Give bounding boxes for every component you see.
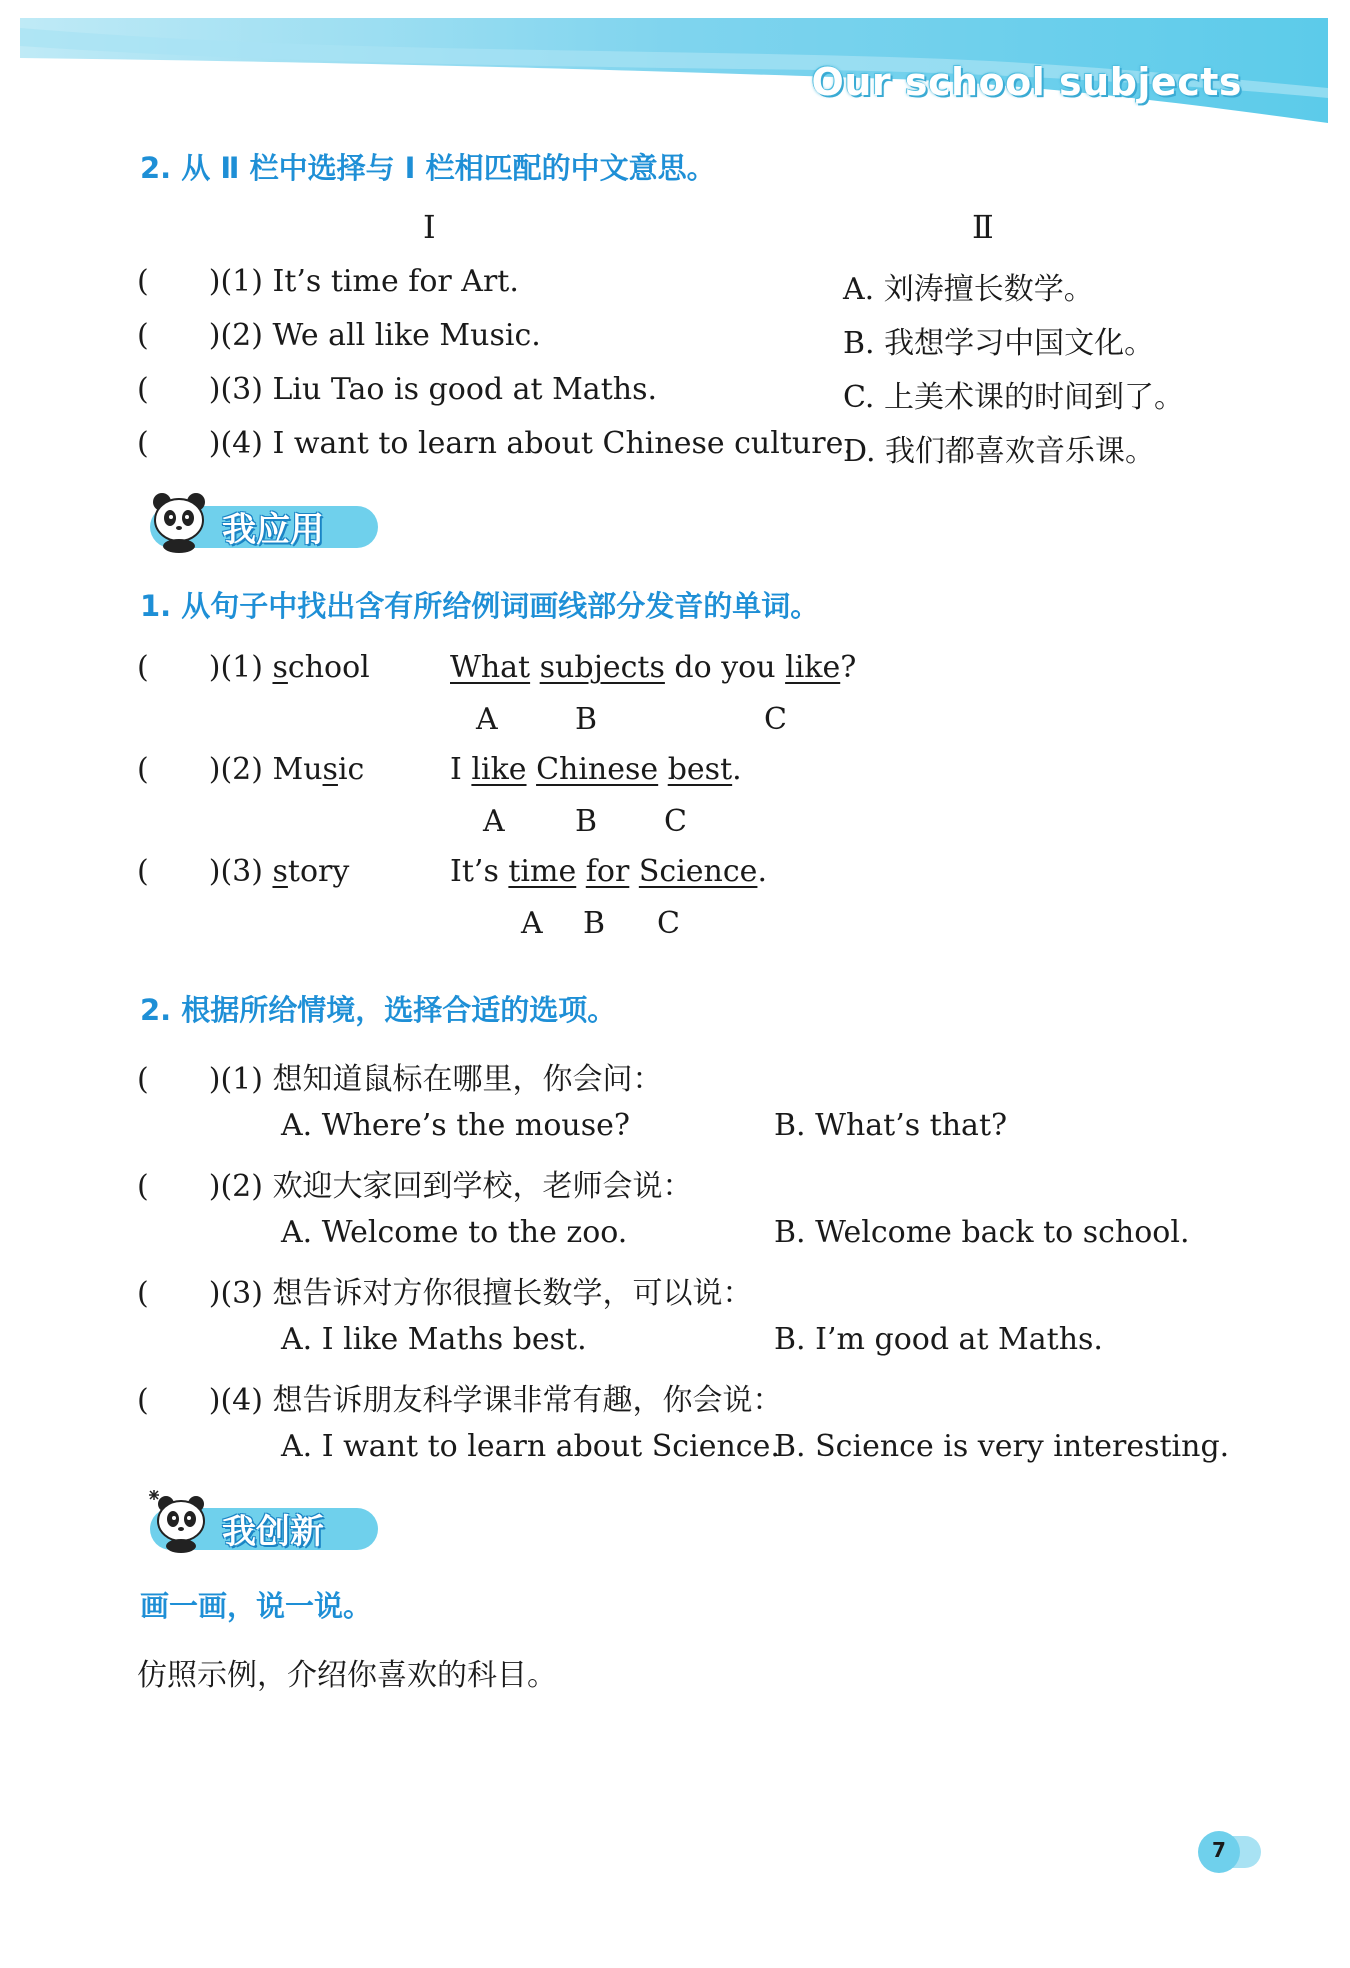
situation-item-2: ( )(2) 欢迎大家回到学校，老师会说： — [137, 1169, 693, 1204]
choice-label-c: C — [664, 804, 687, 839]
phonics-sentence-1: What subjects do you like? — [450, 650, 857, 685]
choice-label-a: A — [476, 702, 498, 737]
page-number-badge — [1195, 1828, 1265, 1876]
apply-pill-label: 我应用 — [222, 510, 324, 550]
phonics-item-3: ( )(3) story — [137, 854, 350, 889]
choice-label-a: A — [521, 906, 543, 941]
match-option-a: A. 刘涛擅长数学。 — [843, 272, 1094, 307]
column-i-heading: Ⅰ — [423, 208, 436, 246]
choice-label-b: B — [575, 804, 598, 839]
situation-option-b: B. I’m good at Maths. — [774, 1322, 1103, 1357]
phonics-sentence-2: I like Chinese best. — [450, 752, 742, 787]
create-subtitle: 画一画，说一说。 — [140, 1589, 373, 1623]
section-match-title: 2. 从 Ⅱ 栏中选择与 Ⅰ 栏相匹配的中文意思。 — [140, 151, 716, 185]
header-title: Our school subjects — [811, 60, 1242, 104]
page-number: 7 — [1212, 1838, 1226, 1862]
apply-q1-title: 1. 从句子中找出含有所给例词画线部分发音的单词。 — [140, 589, 820, 623]
situation-option-b: B. Science is very interesting. — [774, 1429, 1230, 1464]
apply-q2-title: 2. 根据所给情境，选择合适的选项。 — [140, 993, 617, 1027]
situation-option-a: A. I like Maths best. — [281, 1322, 587, 1357]
situation-option-b: B. Welcome back to school. — [774, 1215, 1190, 1250]
choice-label-b: B — [583, 906, 606, 941]
situation-option-a: A. Welcome to the zoo. — [281, 1215, 628, 1250]
match-item-2: ( )(2) We all like Music. — [137, 318, 541, 353]
match-item-1: ( )(1) It’s time for Art. — [137, 264, 519, 299]
situation-item-3: ( )(3) 想告诉对方你很擅长数学，可以说： — [137, 1276, 753, 1311]
situation-item-4: ( )(4) 想告诉朋友科学课非常有趣，你会说： — [137, 1383, 783, 1418]
create-pill-label: 我创新 — [222, 1512, 324, 1552]
choice-label-b: B — [575, 702, 598, 737]
column-ii-heading: Ⅱ — [972, 208, 994, 246]
situation-option-b: B. What’s that? — [774, 1108, 1008, 1143]
situation-option-a: A. Where’s the mouse? — [281, 1108, 630, 1143]
phonics-sentence-3: It’s time for Science. — [450, 854, 767, 889]
panda-icon — [146, 1488, 212, 1554]
panda-icon — [146, 488, 212, 554]
phonics-item-1: ( )(1) school — [137, 650, 370, 685]
match-option-c: C. 上美术课的时间到了。 — [843, 380, 1184, 415]
create-instruction: 仿照示例，介绍你喜欢的科目。 — [137, 1658, 557, 1693]
situation-item-1: ( )(1) 想知道鼠标在哪里，你会问： — [137, 1062, 663, 1097]
situation-option-a: A. I want to learn about Science. — [281, 1429, 780, 1464]
choice-label-a: A — [483, 804, 505, 839]
match-item-4: ( )(4) I want to learn about Chinese culture. — [137, 426, 853, 461]
choice-label-c: C — [657, 906, 680, 941]
phonics-item-2: ( )(2) Music — [137, 752, 365, 787]
choice-label-c: C — [764, 702, 787, 737]
match-item-3: ( )(3) Liu Tao is good at Maths. — [137, 372, 658, 407]
match-option-d: D. 我们都喜欢音乐课。 — [843, 434, 1156, 469]
match-option-b: B. 我想学习中国文化。 — [843, 326, 1155, 361]
